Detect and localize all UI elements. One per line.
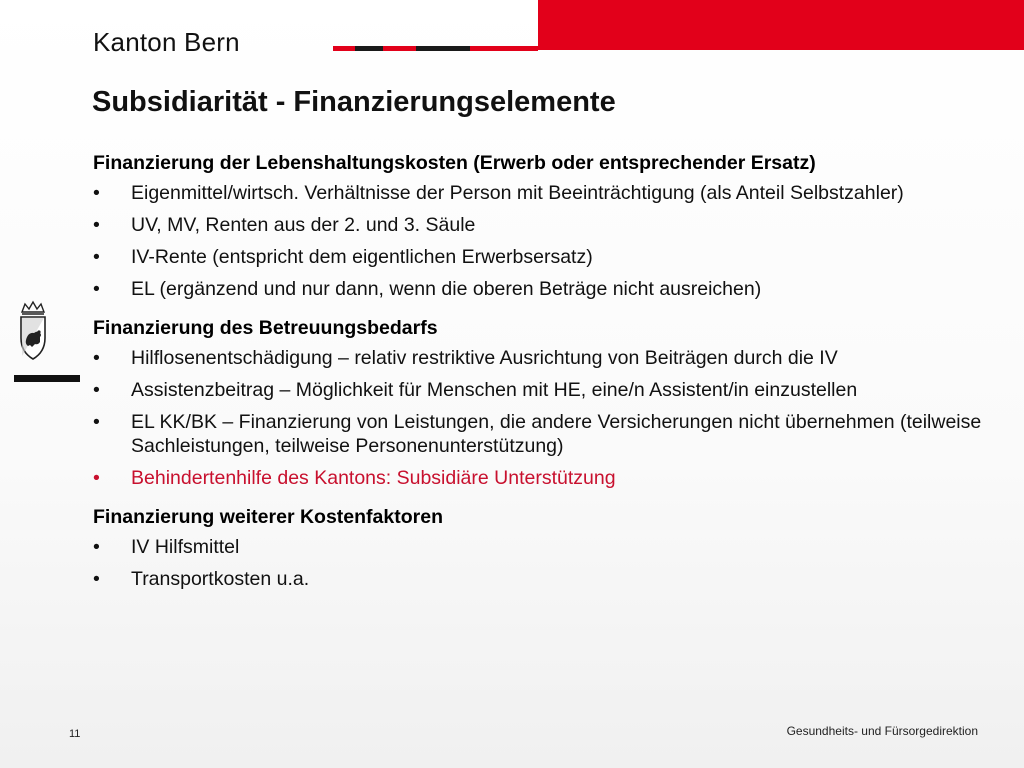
section-lebenshaltungskosten bbox=[93, 151, 998, 301]
bern-coat-of-arms-icon bbox=[16, 300, 50, 362]
footer-department: Gesundheits- und Fürsorgedirektion bbox=[786, 724, 978, 738]
section-heading: Finanzierung des Betreuungsbedarfs bbox=[93, 317, 438, 339]
section-weitere-kostenfaktoren bbox=[93, 505, 998, 591]
list-item: • Eigenmittel/wirtsch. Verhältnisse der Person mit Beeinträchtigung (als Anteil Selbstzahler) bbox=[93, 181, 998, 205]
list-item: • EL (ergänzend und nur dann, wenn die oberen Beträge nicht ausreichen) bbox=[93, 277, 998, 301]
list-item-highlighted: • Behindertenhilfe des Kantons: Subsidiäre Unterstützung bbox=[93, 466, 998, 490]
header-rule-segment bbox=[416, 46, 470, 51]
page-number: 11 bbox=[69, 728, 81, 740]
section-betreuungsbedarf bbox=[93, 316, 998, 490]
header-rule-segment bbox=[355, 46, 383, 51]
list-item: • Transportkosten u.a. bbox=[93, 567, 998, 591]
list-item: • IV-Rente (entspricht dem eigentlichen Erwerbsersatz) bbox=[93, 245, 998, 269]
header-red-block bbox=[538, 0, 1024, 50]
bullet-list bbox=[93, 535, 998, 591]
org-name: Kanton Bern bbox=[93, 27, 240, 57]
header-rule-segment bbox=[470, 46, 538, 51]
list-item: • Hilflosenentschädigung – relativ restriktive Ausrichtung von Beiträgen durch die IV bbox=[93, 346, 998, 370]
content-body bbox=[93, 151, 998, 606]
bullet-list bbox=[93, 346, 998, 490]
bullet-list bbox=[93, 181, 998, 301]
list-item: • Assistenzbeitrag – Möglichkeit für Menschen mit HE, eine/n Assistent/in einzustellen bbox=[93, 378, 998, 402]
section-heading: Finanzierung der Lebenshaltungskosten (Erwerb oder entsprechender Ersatz) bbox=[93, 152, 816, 174]
list-item: • UV, MV, Renten aus der 2. und 3. Säule bbox=[93, 213, 998, 237]
section-heading: Finanzierung weiterer Kostenfaktoren bbox=[93, 506, 443, 528]
slide-title: Subsidiarität - Finanzierungselemente bbox=[92, 86, 616, 118]
list-item: • EL KK/BK – Finanzierung von Leistungen, die andere Versicherungen nicht übernehmen (teilweise Sachleistungen, teilweise Personenunterstützung) bbox=[93, 410, 998, 458]
side-bar-accent bbox=[14, 375, 80, 382]
list-item: • IV Hilfsmittel bbox=[93, 535, 998, 559]
header-rule-segment bbox=[333, 46, 355, 51]
header-rule-segment bbox=[383, 46, 416, 51]
